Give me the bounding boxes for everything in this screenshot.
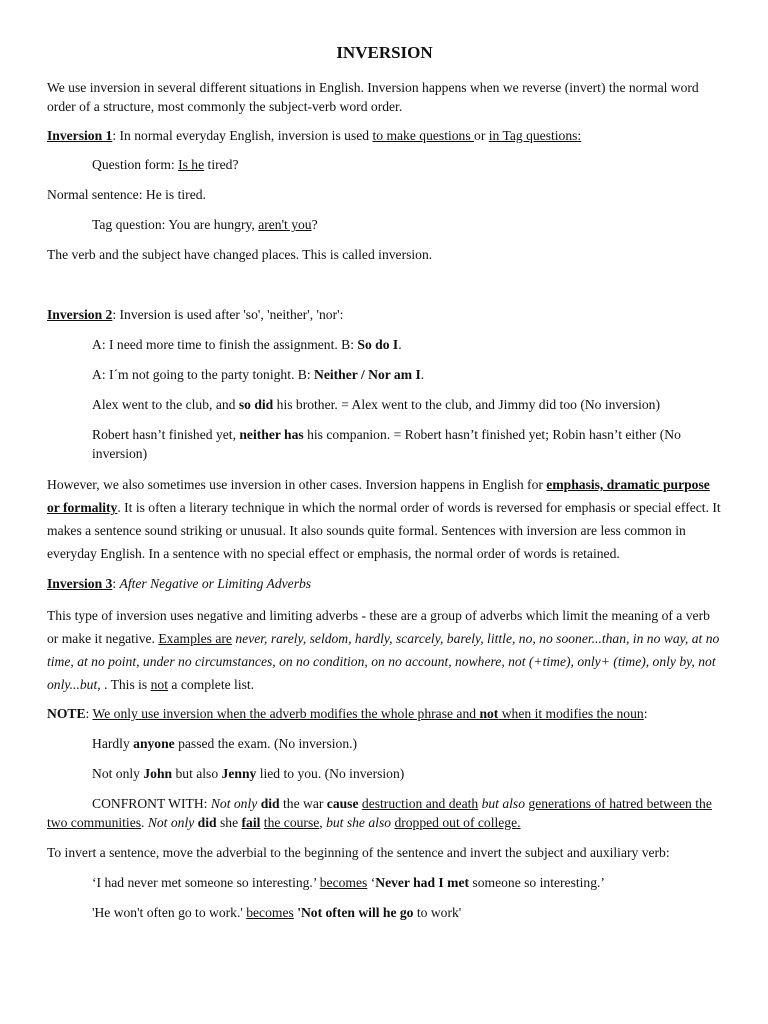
page-title: INVERSION <box>336 43 433 62</box>
note-line: NOTE: We only use inversion when the adverb modifies the whole phrase and not when it modifies the noun: <box>47 706 648 721</box>
never-example: ‘I had never met someone so interesting.’ becomes ‘Never had I met someone so interesting.’ <box>92 875 605 890</box>
intro-paragraph: We use inversion in several different situations in English. Inversion happens when we reverse (invert) the normal word order of a structure, most commonly the subject-verb word order. <box>47 80 699 114</box>
inversion-3-heading: Inversion 3 <box>47 576 113 591</box>
question-form-example: Question form: Is he tired? <box>92 157 239 172</box>
hardly-example: Hardly anyone passed the exam. (No inversion.) <box>92 736 358 751</box>
inversion-2-heading: Inversion 2 <box>47 307 113 322</box>
inversion-2-line: Inversion 2: Inversion is used after 'so', 'neither', 'nor': <box>47 307 344 322</box>
inversion-1-line: Inversion 1: In normal everyday English, inversion is used to make questions or in Tag questions: <box>47 128 582 143</box>
inversion-1-heading: Inversion 1 <box>47 128 113 143</box>
neither-example: A: I´m not going to the party tonight. B: Neither / Nor am I. <box>92 367 425 382</box>
invert-instruction: To invert a sentence, move the adverbial to the beginning of the sentence and invert the subject and auxiliary verb: <box>47 845 670 860</box>
not-often-example: 'He won't often go to work.' becomes 'Not often will he go to work' <box>92 905 462 920</box>
tag-question-example: Tag question: You are hungry, aren't you? <box>92 217 318 232</box>
so-example: A: I need more time to finish the assignment. B: So do I. <box>92 337 402 352</box>
note-label: NOTE <box>47 706 86 721</box>
neither-has-example: Robert hasn’t finished yet, neither has his companion. = Robert hasn’t finished yet; Robin hasn’t either (No inversion) <box>92 427 681 461</box>
inversion-3-line: Inversion 3: After Negative or Limiting Adverbs <box>47 576 312 591</box>
however-paragraph: However, we also sometimes use inversion in other cases. Inversion happens in English for emphasis, dramatic purpose or formality. It is often a literary technique in which the normal order of words is reversed for emphasis or special effect. It makes a sentence sound striking or unusual. It also sounds quite formal. Sentences with inversion are less common in everyday English. In a sentence with no special effect or emphasis, the normal order of words is retained. <box>47 477 721 561</box>
confront-with-paragraph: CONFRONT WITH: Not only did the war cause destruction and death but also generations of hatred between the two communities. Not only did she fail the course, but she also dropped out of college. <box>47 796 712 830</box>
adverbs-paragraph: This type of inversion uses negative and limiting adverbs - these are a group of adverbs which limit the meaning of a verb or make it negative. Examples are never, rarely, seldom, hardly, scarcely, barely, little, no, no sooner...than, in no way, at no time, at no point, under no circumstances, on no condition, on no account, nowhere, not (+time), only+ (time), only by, not only...but, . This is not a complete list. <box>47 608 720 692</box>
changed-places-note: The verb and the subject have changed places. This is called inversion. <box>47 247 433 262</box>
normal-sentence: Normal sentence: He is tired. <box>47 187 206 202</box>
so-did-example: Alex went to the club, and so did his brother. = Alex went to the club, and Jimmy did too (No inversion) <box>92 397 660 412</box>
not-only-example: Not only John but also Jenny lied to you. (No inversion) <box>92 766 405 781</box>
